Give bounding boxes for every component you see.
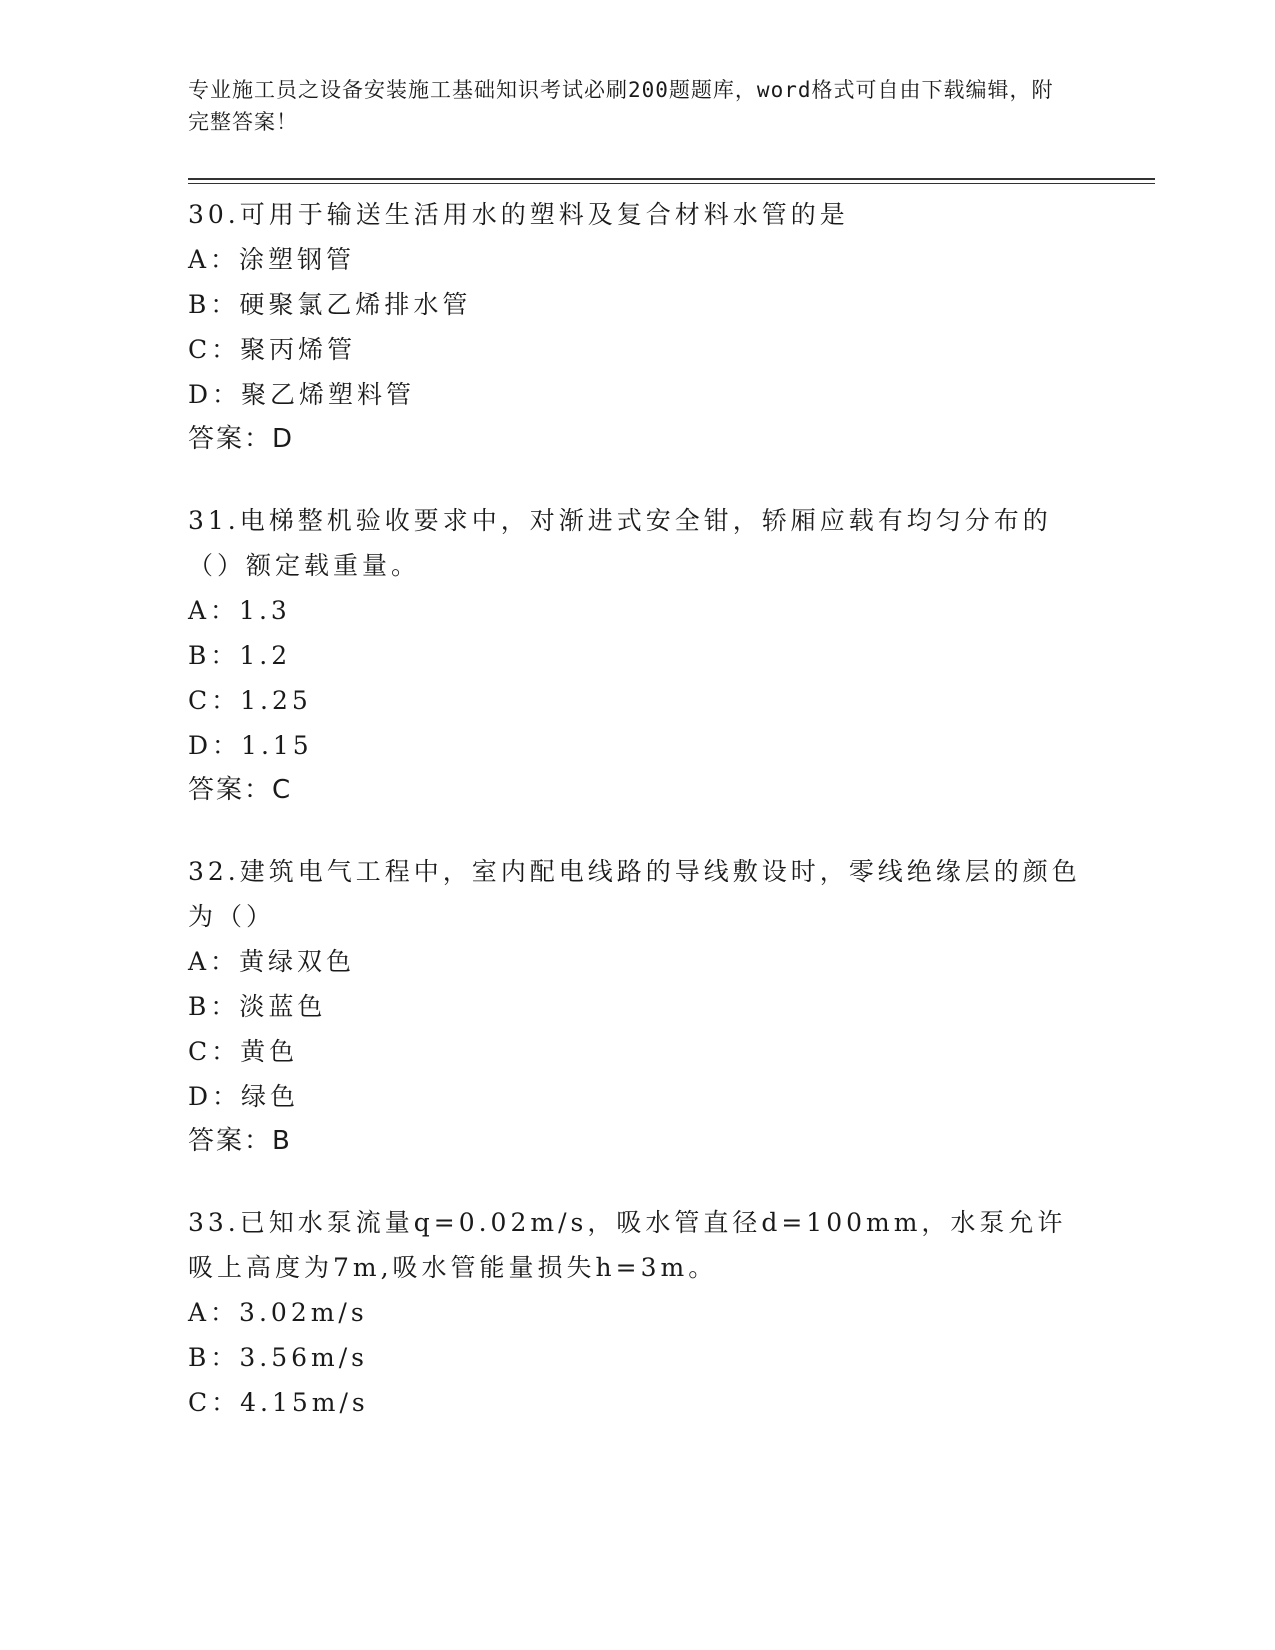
question-item [188, 192, 1088, 462]
option-a: A：黄绿双色 [188, 947, 356, 976]
option-d: D：聚乙烯塑料管 [188, 380, 416, 409]
option-a: A：3.02m/s [188, 1298, 368, 1327]
question-item [188, 1200, 1088, 1425]
option-b: B：淡蓝色 [188, 992, 327, 1021]
option-a: A：1.3 [188, 596, 291, 625]
option-c: C：1.25 [188, 686, 312, 715]
question-stem: 32.建筑电气工程中，室内配电线路的导线敷设时，零线绝缘层的颜色为（） [188, 857, 1081, 931]
question-item [188, 849, 1088, 1164]
document-header: 专业施工员之设备安装施工基础知识考试必刷200题题库，word格式可自由下载编辑，附完整答案！ [188, 78, 1054, 134]
option-b: B：3.56m/s [188, 1343, 368, 1372]
question-stem: 30.可用于输送生活用水的塑料及复合材料水管的是 [188, 200, 849, 229]
question-list [188, 192, 1088, 1461]
option-c: C：聚丙烯管 [188, 335, 357, 364]
option-d: D：绿色 [188, 1082, 300, 1111]
question-item [188, 498, 1088, 813]
question-stem: 31.电梯整机验收要求中，对渐进式安全钳，轿厢应载有均匀分布的（）额定载重量。 [188, 506, 1052, 580]
option-c: C：黄色 [188, 1037, 299, 1066]
option-b: B：1.2 [188, 641, 292, 670]
answer-line: 答案：D [188, 424, 295, 454]
option-d: D：1.15 [188, 731, 313, 760]
option-b: B：硬聚氯乙烯排水管 [188, 290, 472, 319]
option-c: C：4.15m/s [188, 1388, 369, 1417]
header-divider-thin [188, 183, 1155, 184]
question-stem: 33.已知水泵流量q=0.02m/s，吸水管直径d=100mm，水泵允许吸上高度为7m,吸水管能量损失h=3m。 [188, 1208, 1067, 1282]
option-a: A：涂塑钢管 [188, 245, 356, 274]
header-divider-thick [188, 178, 1155, 180]
answer-line: 答案：B [188, 1126, 292, 1156]
answer-line: 答案：C [188, 775, 293, 805]
